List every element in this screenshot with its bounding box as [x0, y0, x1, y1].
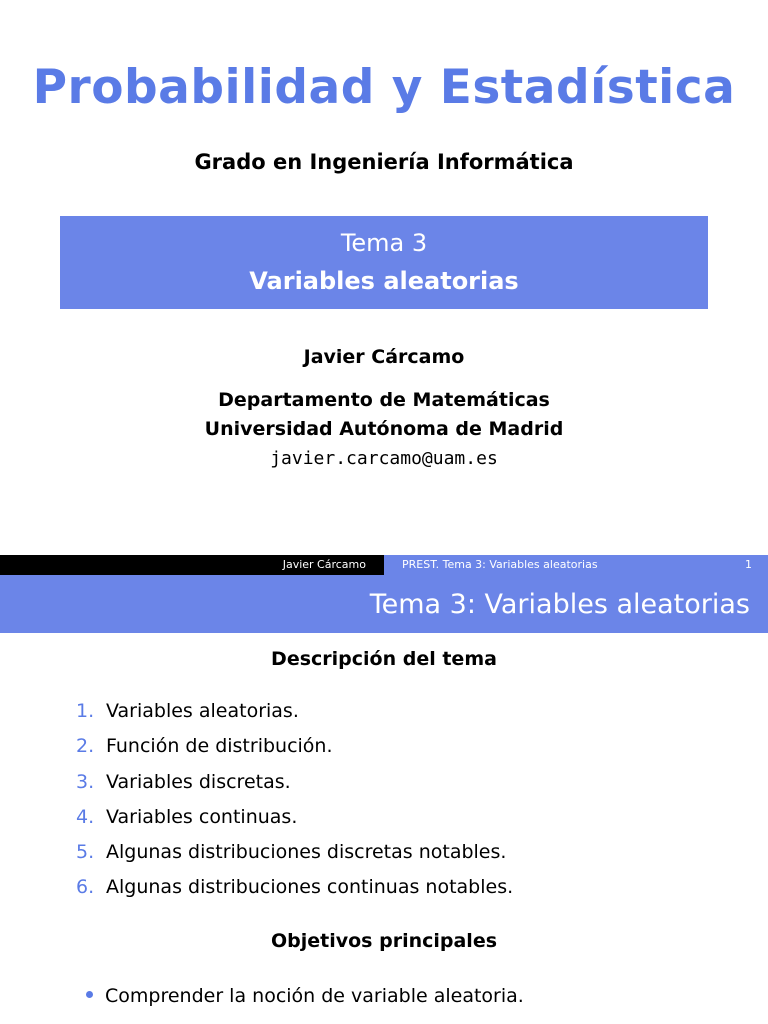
- item-number: 2.: [76, 735, 95, 758]
- topic-number: Tema 3: [340, 229, 428, 257]
- list-item: [76, 735, 513, 770]
- item-text: Variables discretas.: [106, 770, 291, 793]
- slide-footer: [0, 555, 768, 575]
- item-number: 3.: [76, 770, 95, 793]
- objective-text: Comprender la noción de variable aleatoria.: [105, 985, 524, 1007]
- item-number: 1.: [76, 700, 95, 722]
- item-text: Función de distribución.: [106, 735, 333, 758]
- item-text: Algunas distribuciones discretas notables.: [106, 841, 507, 864]
- list-item: [76, 700, 513, 735]
- footer-page-number: 1: [745, 558, 752, 571]
- item-number: 6.: [76, 876, 95, 899]
- slide2-header: [0, 575, 768, 633]
- university: Universidad Autónoma de Madrid: [204, 418, 564, 440]
- degree-subtitle: Grado en Ingeniería Informática: [194, 150, 574, 174]
- topic-name: Variables aleatorias: [249, 267, 519, 295]
- course-title: Probabilidad y Estadística: [32, 60, 736, 115]
- item-text: Algunas distribuciones continuas notables.: [106, 876, 514, 899]
- item-number: 5.: [76, 841, 95, 864]
- list-item: [76, 771, 513, 806]
- list-item: [76, 806, 513, 841]
- bullet-icon: [86, 991, 93, 998]
- footer-author: Javier Cárcamo: [282, 558, 366, 571]
- footer-right: [384, 555, 768, 575]
- topic-list: [76, 700, 513, 912]
- objectives-list: [86, 985, 524, 1018]
- author-email: javier.carcamo@uam.es: [270, 448, 498, 469]
- description-heading: Descripción del tema: [271, 648, 497, 670]
- slide2-title: Tema 3: Variables aleatorias: [369, 589, 750, 620]
- list-item: [76, 876, 513, 911]
- footer-left: [0, 555, 384, 575]
- item-text: Variables continuas.: [106, 805, 298, 828]
- list-item: [86, 985, 524, 1018]
- topic-box: [60, 216, 708, 309]
- list-item: [76, 841, 513, 876]
- footer-presentation: PREST. Tema 3: Variables aleatorias: [402, 558, 598, 571]
- item-text: Variables aleatorias.: [106, 700, 299, 722]
- department: Departamento de Matemáticas: [218, 389, 550, 411]
- objectives-heading: Objetivos principales: [270, 930, 498, 952]
- item-number: 4.: [76, 805, 95, 828]
- author-name: Javier Cárcamo: [303, 346, 465, 368]
